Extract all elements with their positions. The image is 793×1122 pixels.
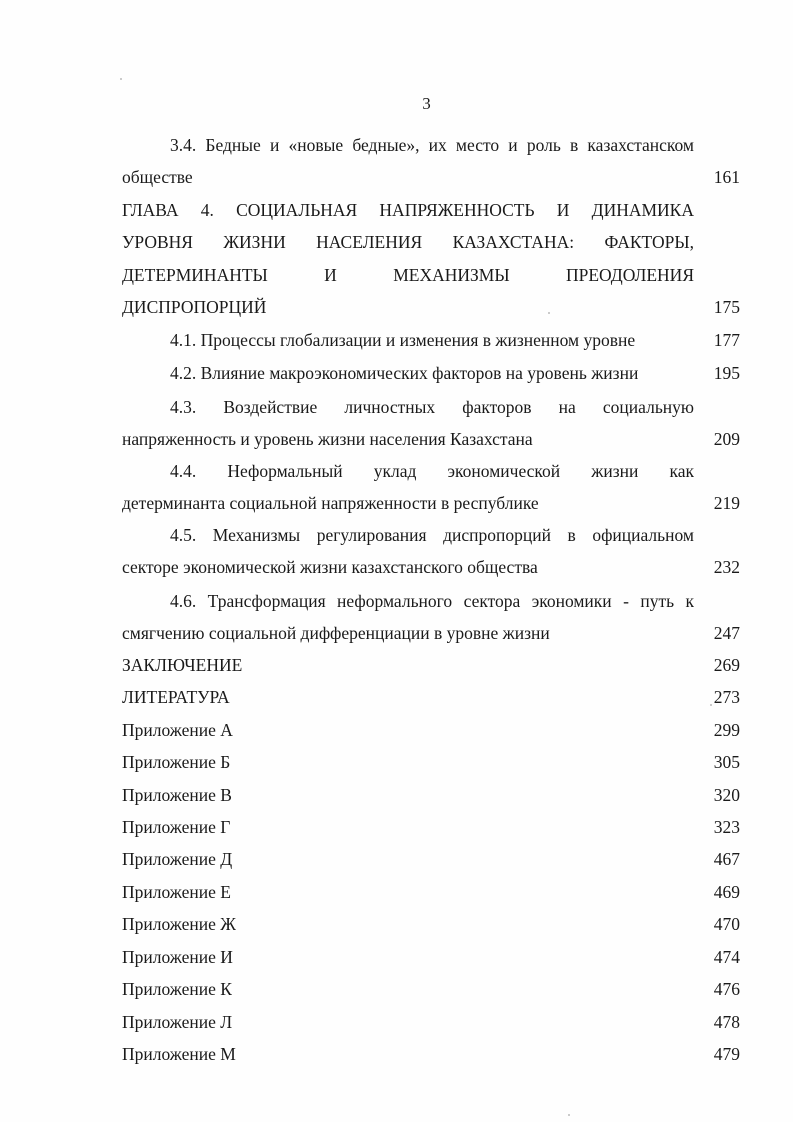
toc-appendix-e-title: Приложение Е (122, 882, 231, 902)
toc-entry-4-6-page: 247 (713, 623, 740, 643)
toc-appendix-e-page: 469 (713, 882, 740, 902)
toc-entry-3-4-line-2: обществе (122, 167, 193, 187)
toc-chapter-4-page: 175 (713, 297, 740, 317)
toc-entry-4-5-line-2: секторе экономической жизни казахстанского общества (122, 557, 538, 577)
toc-entry-4-5-line-1: 4.5. Механизмы регулирования диспропорций в официальном (170, 525, 694, 545)
toc-entry-4-2-page: 195 (713, 363, 740, 383)
toc-appendix-d-page: 467 (713, 849, 740, 869)
toc-appendix-b-title: Приложение Б (122, 752, 231, 772)
toc-entry-4-3-line-1: 4.3. Воздействие личностных факторов на социальную (170, 397, 694, 417)
toc-entry-4-6-line-2: смягчению социальной дифференциации в уровне жизни (122, 623, 550, 643)
toc-entry-4-4-page: 219 (713, 493, 740, 513)
scan-speck (120, 78, 122, 80)
toc-chapter-4-line-3: ДЕТЕРМИНАНТЫ И МЕХАНИЗМЫ ПРЕОДОЛЕНИЯ (122, 265, 694, 285)
toc-appendix-zh-title: Приложение Ж (122, 914, 236, 934)
toc-appendix-l-page: 478 (713, 1012, 740, 1032)
toc-appendix-i-page: 474 (713, 947, 740, 967)
toc-entry-4-4-line-2: детерминанта социальной напряженности в республике (122, 493, 539, 513)
toc-entry-4-1-line-1: 4.1. Процессы глобализации и изменения в жизненном уровне (170, 330, 636, 350)
toc-conclusion-title: ЗАКЛЮЧЕНИЕ (122, 655, 243, 675)
toc-chapter-4-line-4: ДИСПРОПОРЦИЙ (122, 297, 267, 317)
toc-literature-page: 273 (713, 687, 740, 707)
toc-entry-4-6-line-1: 4.6. Трансформация неформального сектора экономики - путь к (170, 591, 694, 611)
toc-appendix-m-title: Приложение М (122, 1044, 236, 1064)
toc-appendix-zh-page: 470 (713, 914, 740, 934)
scan-speck (710, 704, 712, 706)
toc-entry-4-4-line-1: 4.4. Неформальный уклад экономической жизни как (170, 461, 694, 481)
toc-appendix-k-page: 476 (713, 979, 740, 999)
page-number: 3 (422, 94, 431, 113)
toc-entry-3-4-line-1: 3.4. Бедные и «новые бедные», их место и роль в казахстанском (170, 135, 694, 155)
toc-entry-4-3-page: 209 (713, 429, 740, 449)
toc-appendix-i-title: Приложение И (122, 947, 233, 967)
toc-appendix-m-page: 479 (713, 1044, 740, 1064)
toc-chapter-4-line-1: ГЛАВА 4. СОЦИАЛЬНАЯ НАПРЯЖЕННОСТЬ И ДИНАМИКА (122, 200, 694, 220)
toc-appendix-l-title: Приложение Л (122, 1012, 233, 1032)
toc-appendix-b-page: 305 (713, 752, 740, 772)
toc-chapter-4-line-2: УРОВНЯ ЖИЗНИ НАСЕЛЕНИЯ КАЗАХСТАНА: ФАКТОРЫ, (122, 232, 694, 252)
toc-entry-4-3-line-2: напряженность и уровень жизни населения Казахстана (122, 429, 533, 449)
toc-entry-4-2-line-1: 4.2. Влияние макроэкономических факторов на уровень жизни (170, 363, 639, 383)
toc-entry-4-1-page: 177 (713, 330, 740, 350)
scan-speck (548, 312, 550, 314)
toc-appendix-v-title: Приложение В (122, 785, 232, 805)
toc-appendix-a-page: 299 (713, 720, 740, 740)
toc-entry-3-4-page: 161 (713, 167, 740, 187)
toc-appendix-g-title: Приложение Г (122, 817, 231, 837)
toc-appendix-v-page: 320 (713, 785, 740, 805)
toc-appendix-a-title: Приложение А (122, 720, 233, 740)
toc-literature-title: ЛИТЕРАТУРА (122, 687, 230, 707)
toc-entry-4-5-page: 232 (713, 557, 740, 577)
toc-appendix-k-title: Приложение К (122, 979, 232, 999)
toc-conclusion-page: 269 (713, 655, 740, 675)
toc-appendix-d-title: Приложение Д (122, 849, 233, 869)
scan-speck (568, 1114, 570, 1116)
toc-appendix-g-page: 323 (713, 817, 740, 837)
